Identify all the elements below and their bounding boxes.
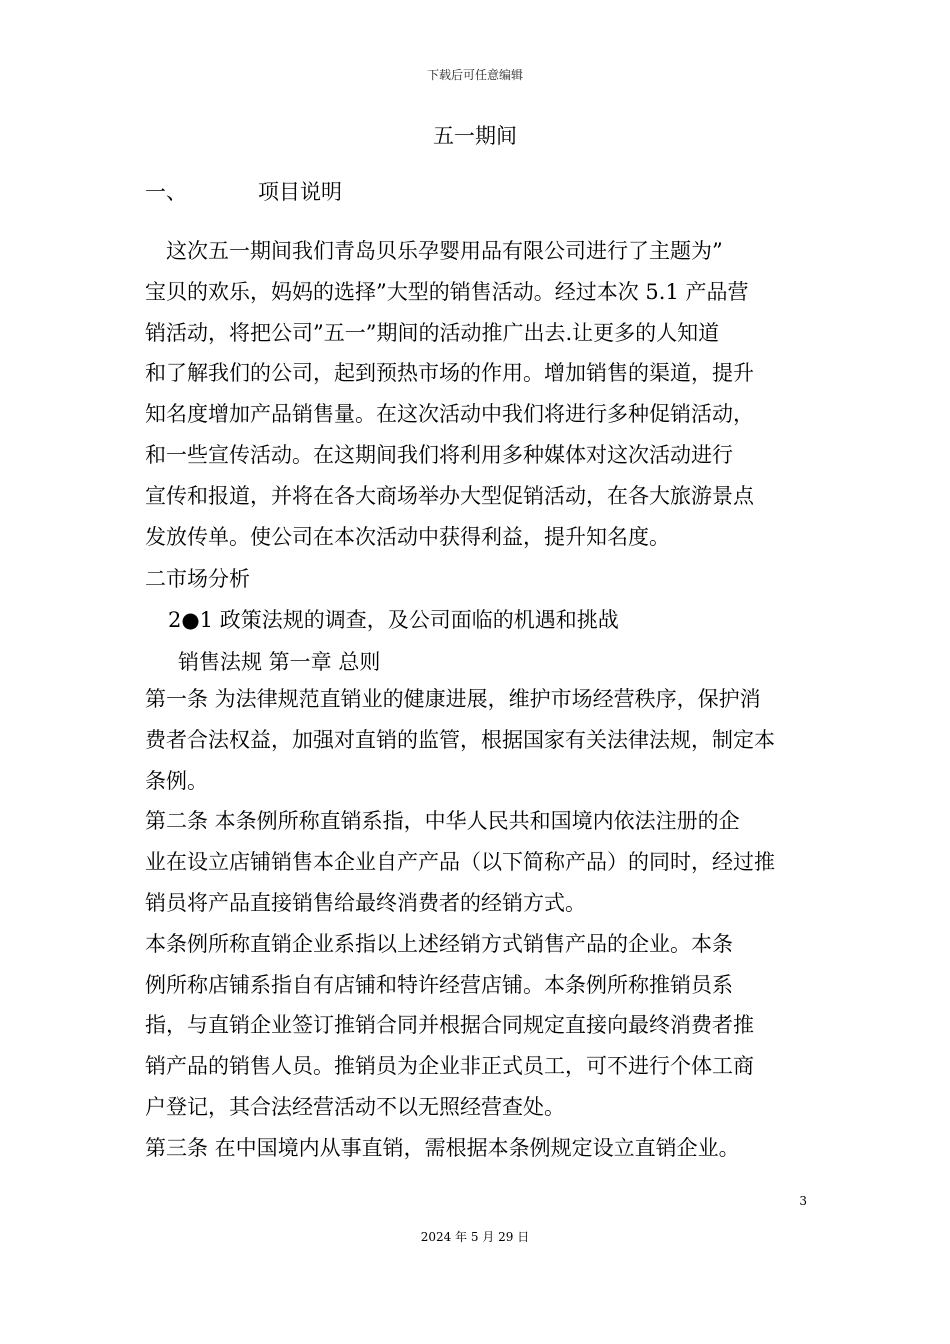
paragraph-line: 宣传和报道，并将在各大商场举办大型促销活动，在各大旅游景点 bbox=[145, 483, 754, 508]
paragraph-line: 和一些宣传活动。在这期间我们将利用多种媒体对这次活动进行 bbox=[145, 442, 733, 467]
article-line: 第二条 本条例所称直销系指，中华人民共和国境内依法注册的企 bbox=[145, 809, 740, 834]
section-2-heading: 二市场分析 bbox=[145, 567, 250, 591]
paragraph-line: 知名度增加产品销售量。在这次活动中我们将进行多种促销活动， bbox=[145, 402, 754, 427]
section-1-title: 项目说明 bbox=[258, 180, 342, 204]
article-line: 例所称店铺系指自有店铺和特许经营店铺。本条例所称推销员系 bbox=[145, 972, 733, 997]
article-line: 第一条 为法律规范直销业的健康进展，维护市场经营秩序，保护消 bbox=[145, 687, 761, 711]
section-1-heading bbox=[145, 176, 342, 206]
footer-date: 2024 年 5 月 29 日 bbox=[420, 1230, 530, 1244]
law-chapter-heading: 销售法规 第一章 总则 bbox=[178, 650, 381, 674]
article-line: 第三条 在中国境内从事直销，需根据本条例规定设立直销企业。 bbox=[145, 1135, 740, 1160]
paragraph-line: 宝贝的欢乐，妈妈的选择”大型的销售活动。经过本次 5.1 产品营 bbox=[145, 279, 749, 304]
page-number: 3 bbox=[799, 1194, 807, 1208]
document-title: 五一期间 bbox=[433, 124, 517, 148]
subsection-2-1-heading: 2●1 政策法规的调查，及公司面临的机遇和挑战 bbox=[168, 608, 619, 632]
article-line: 条例。 bbox=[145, 768, 208, 793]
article-line: 销员将产品直接销售给最终消费者的经销方式。 bbox=[145, 890, 586, 915]
article-line: 业在设立店铺销售本企业自产产品（以下简称产品）的同时，经过推 bbox=[145, 850, 775, 875]
law-articles bbox=[145, 679, 810, 1169]
paragraph-line: 和了解我们的公司，起到预热市场的作用。增加销售的渠道，提升 bbox=[145, 361, 754, 386]
paragraph-line: 这次五一期间我们青岛贝乐孕婴用品有限公司进行了主题为” bbox=[166, 239, 723, 263]
paragraph-project-description bbox=[145, 231, 810, 557]
article-line: 指，与直销企业签订推销合同并根据合同规定直接向最终消费者推 bbox=[145, 1013, 754, 1038]
article-line: 本条例所称直销企业系指以上述经销方式销售产品的企业。本条 bbox=[145, 931, 733, 956]
paragraph-line: 销活动，将把公司”五一”期间的活动推广出去.让更多的人知道 bbox=[145, 320, 720, 345]
article-line: 销产品的销售人员。推销员为企业非正式员工，可不进行个体工商 bbox=[145, 1054, 754, 1079]
page-header: 下载后可任意编辑 bbox=[426, 68, 523, 82]
article-line: 费者合法权益，加强对直销的监管，根据国家有关法律法规，制定本 bbox=[145, 727, 775, 752]
article-line: 户登记，其合法经营活动不以无照经营查处。 bbox=[145, 1094, 565, 1119]
section-1-number: 一、 bbox=[145, 180, 187, 204]
paragraph-line: 发放传单。使公司在本次活动中获得利益，提升知名度。 bbox=[145, 524, 670, 549]
